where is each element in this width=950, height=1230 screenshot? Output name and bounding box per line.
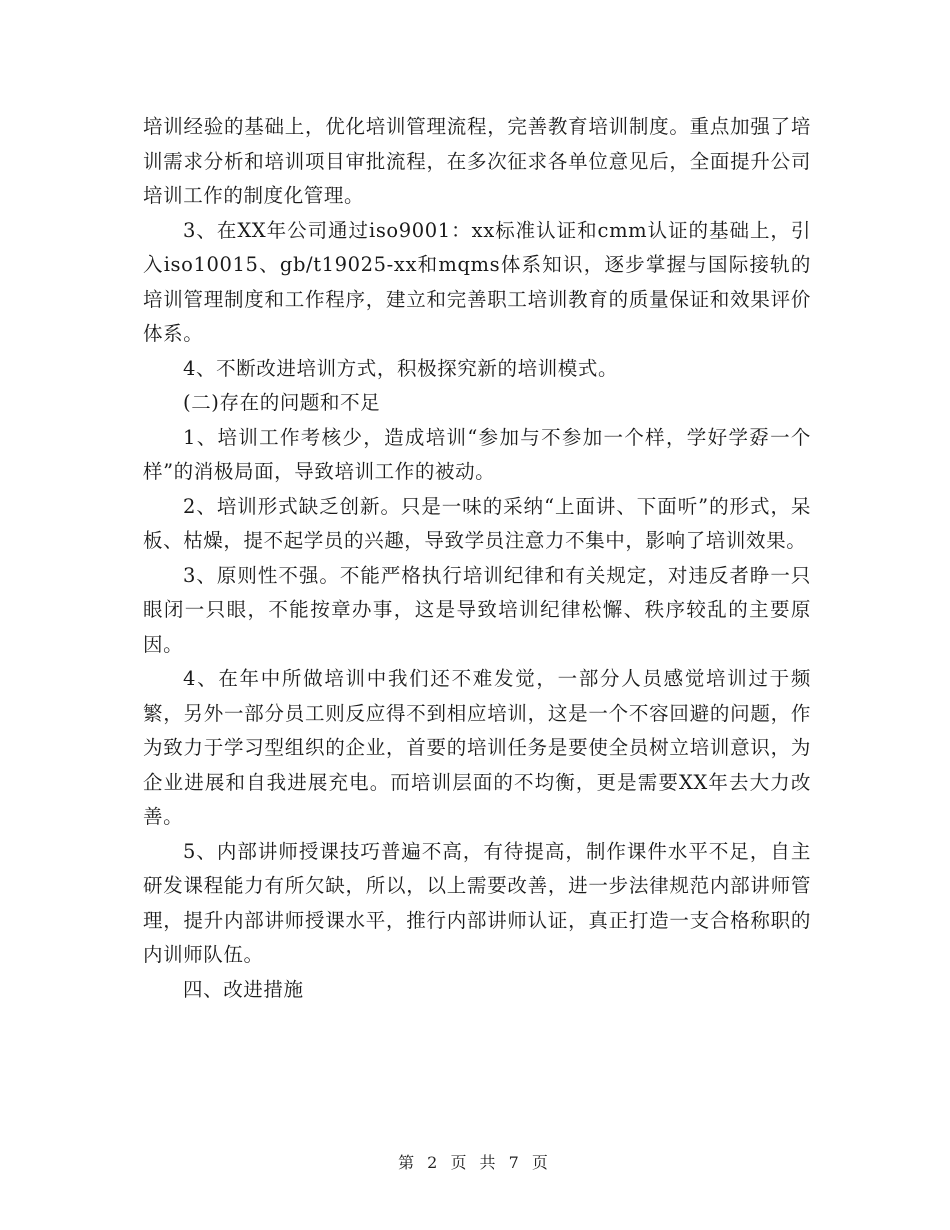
paragraph-item-4-methods: 4、不断改进培训方式，积极探究新的培训模式。 [183, 356, 619, 380]
paragraph-problem-1: 1、培训工作考核少，造成培训“参加与不参加一个样，学好学孬一个样”的消极局面，导致培训工作的被动。 [143, 425, 811, 483]
section-heading-problems: (二)存在的问题和不足 [183, 391, 381, 414]
body-text [143, 110, 811, 1007]
paragraph-continued: 培训经验的基础上，优化培训管理流程，完善教育培训制度。重点加强了培训需求分析和培训项目审批流程，在多次征求各单位意见后，全面提升公司培训工作的制度化管理。 [143, 115, 811, 207]
section-heading-improvements: 四、改进措施 [183, 977, 304, 1001]
paragraph-item-3-iso: 3、在XX年公司通过iso9001：xx标准认证和cmm认证的基础上，引入iso10015、gb/t19025-xx和mqms体系知识，逐步掌握与国际接轨的培训管理制度和工作程序，建立和完善职工培训教育的质量保证和效果评价体系。 [143, 218, 811, 345]
paragraph-problem-3: 3、原则性不强。不能严格执行培训纪律和有关规定，对违反者睁一只眼闭一只眼，不能按章办事，这是导致培训纪律松懈、秩序较乱的主要原因。 [143, 563, 811, 656]
paragraph-problem-2: 2、培训形式缺乏创新。只是一味的采纳“上面讲、下面听”的形式，呆板、枯燥，提不起学员的兴趣，导致学员注意力不集中，影响了培训效果。 [143, 494, 811, 552]
page-footer: 第 2 页 共 7 页 [398, 1153, 552, 1172]
paragraph-problem-5: 5、内部讲师授课技巧普遍不高，有待提高，制作课件水平不足，自主研发课程能力有所欠缺，所以，以上需要改善，进一步法律规范内部讲师管理，提升内部讲师授课水平，推行内部讲师认证，真正打造一支合格称职的内训师队伍。 [143, 839, 811, 966]
paragraph-problem-4: 4、在年中所做培训中我们还不难发觉，一部分人员感觉培训过于频繁，另外一部分员工则反应得不到相应培训，这是一个不容回避的问题，作为致力于学习型组织的企业，首要的培训任务是要使全员树立培训意识，为企业进展和自我进展充电。而培训层面的不均衡，更是需要XX年去大力改善。 [143, 667, 811, 828]
